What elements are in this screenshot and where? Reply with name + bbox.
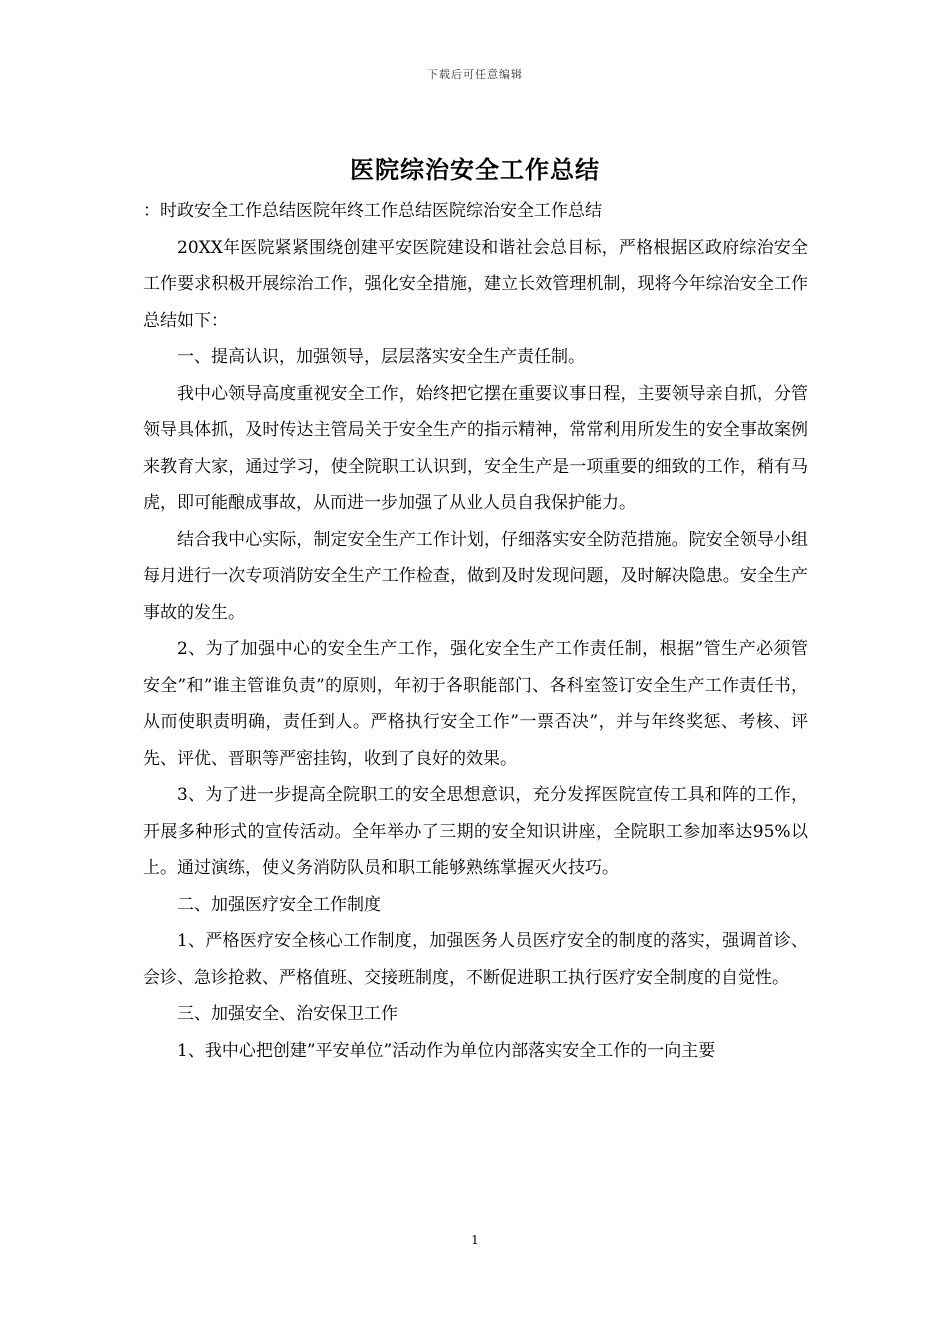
section-heading: 三、加强安全、治安保卫工作 xyxy=(177,1004,398,1024)
paragraph: 20XX年医院紧紧围绕创建平安医院建设和谐社会总目标，严格根据区政府综治安全工作要求积极开展综治工作，强化安全措施，建立长效管理机制，现将今年综治安全工作总结如下： xyxy=(143,237,808,331)
paragraph: 我中心领导高度重视安全工作，始终把它摆在重要议事日程，主要领导亲自抓，分管领导具体抓，及时传达主管局关于安全生产的指示精神，常常利用所发生的安全事故案例来教育大家，通过学习，使全院职工认识到，安全生产是一项重要的细致的工作，稍有马虎，即可能酿成事故，从而进一步加强了从业人员自我保护能力。 xyxy=(143,383,808,513)
section-heading: 二、加强医疗安全工作制度 xyxy=(177,894,381,915)
paragraph: 结合我中心实际，制定安全生产工作计划，仔细落实安全防范措施。院安全领导小组每月进行一次专项消防安全生产工作检查，做到及时发现问题，及时解决隐患。安全生产事故的发生。 xyxy=(143,529,808,623)
paragraph: ：时政安全工作总结医院年终工作总结医院综治安全工作总结 xyxy=(143,201,602,221)
header-note: 下载后可任意编辑 xyxy=(427,68,523,81)
paragraph: 1、严格医疗安全核心工作制度，加强医务人员医疗安全的制度的落实，强调首诊、会诊、急诊抢救、严格值班、交接班制度，不断促进职工执行医疗安全制度的自觉性。 xyxy=(143,931,808,988)
section-heading: 一、提高认识，加强领导，层层落实安全生产责任制。 xyxy=(177,347,585,367)
document-body xyxy=(143,193,808,1069)
document-title: 医院综治安全工作总结 xyxy=(350,156,600,184)
paragraph: 1、我中心把创建”平安单位”活动作为单位内部落实安全工作的一向主要 xyxy=(177,1040,716,1061)
paragraph: 2、为了加强中心的安全生产工作，强化安全生产工作责任制，根据”管生产必须管安全”和”谁主管谁负责”的原则，年初于各职能部门、各科室签订安全生产工作责任书，从而使职责明确，责任到人。严格执行安全工作”一票否决”，并与年终奖惩、考核、评先、评优、晋职等严密挂钩，收到了良好的效果。 xyxy=(143,639,808,769)
paragraph: 3、为了进一步提高全院职工的安全思想意识，充分发挥医院宣传工具和阵的工作，开展多种形式的宣传活动。全年举办了三期的安全知识讲座，全院职工参加率达95%以上。通过演练，使义务消防队员和职工能够熟练掌握灭火技巧。 xyxy=(143,785,808,878)
page-number: 1 xyxy=(471,1233,479,1247)
